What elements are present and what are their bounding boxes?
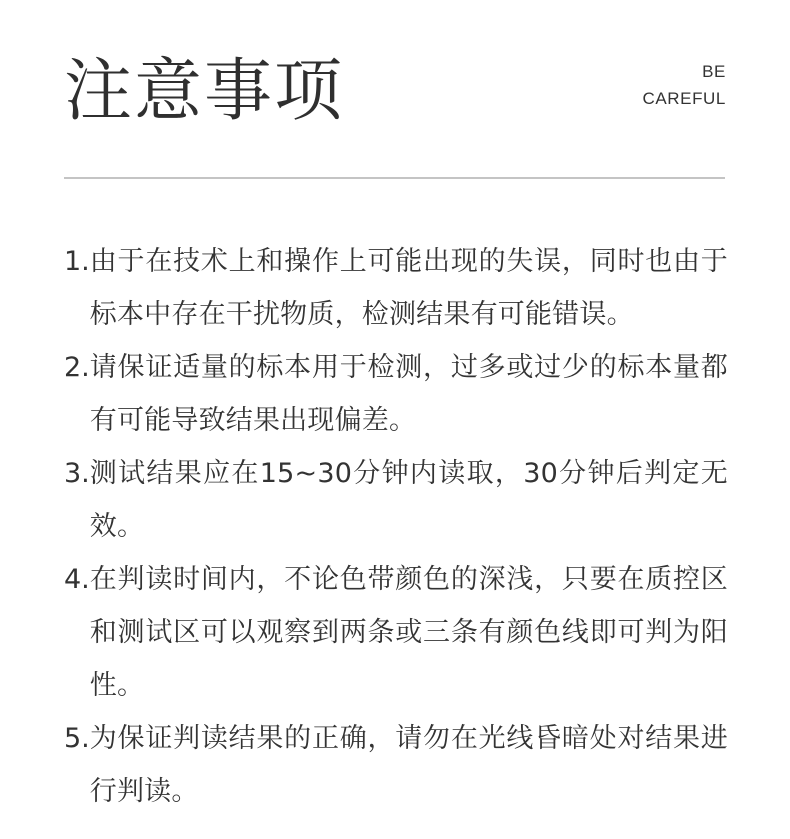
note-number: 3. xyxy=(64,458,90,489)
note-number: 2. xyxy=(64,352,90,383)
subtitle-line-2: CAREFUL xyxy=(642,89,726,108)
subtitle-line-1: BE xyxy=(702,62,726,81)
page-title: 注意事项 xyxy=(64,52,345,131)
note-item-3 xyxy=(64,447,728,553)
note-text: 请保证适量的标本用于检测，过多或过少的标本量都有可能导致结果出现偏差。 xyxy=(89,352,728,436)
note-item-2 xyxy=(64,341,728,447)
note-number: 1. xyxy=(64,246,90,277)
note-text: 测试结果应在15~30分钟内读取，30分钟后判定无效。 xyxy=(89,458,728,542)
notes-list xyxy=(64,235,728,818)
note-number: 5. xyxy=(64,723,90,754)
note-text: 在判读时间内，不论色带颜色的深浅，只要在质控区和测试区可以观察到两条或三条有颜色线即可判为阳性。 xyxy=(89,564,728,701)
note-text: 由于在技术上和操作上可能出现的失误，同时也由于标本中存在干扰物质，检测结果有可能错误。 xyxy=(89,246,728,330)
note-text: 为保证判读结果的正确，请勿在光线昏暗处对结果进行判读。 xyxy=(89,723,728,807)
note-item-1 xyxy=(64,235,728,341)
title-divider xyxy=(64,177,725,179)
note-item-4 xyxy=(64,553,728,712)
note-number: 4. xyxy=(64,564,90,595)
note-item-5 xyxy=(64,712,728,818)
subtitle xyxy=(642,58,726,112)
